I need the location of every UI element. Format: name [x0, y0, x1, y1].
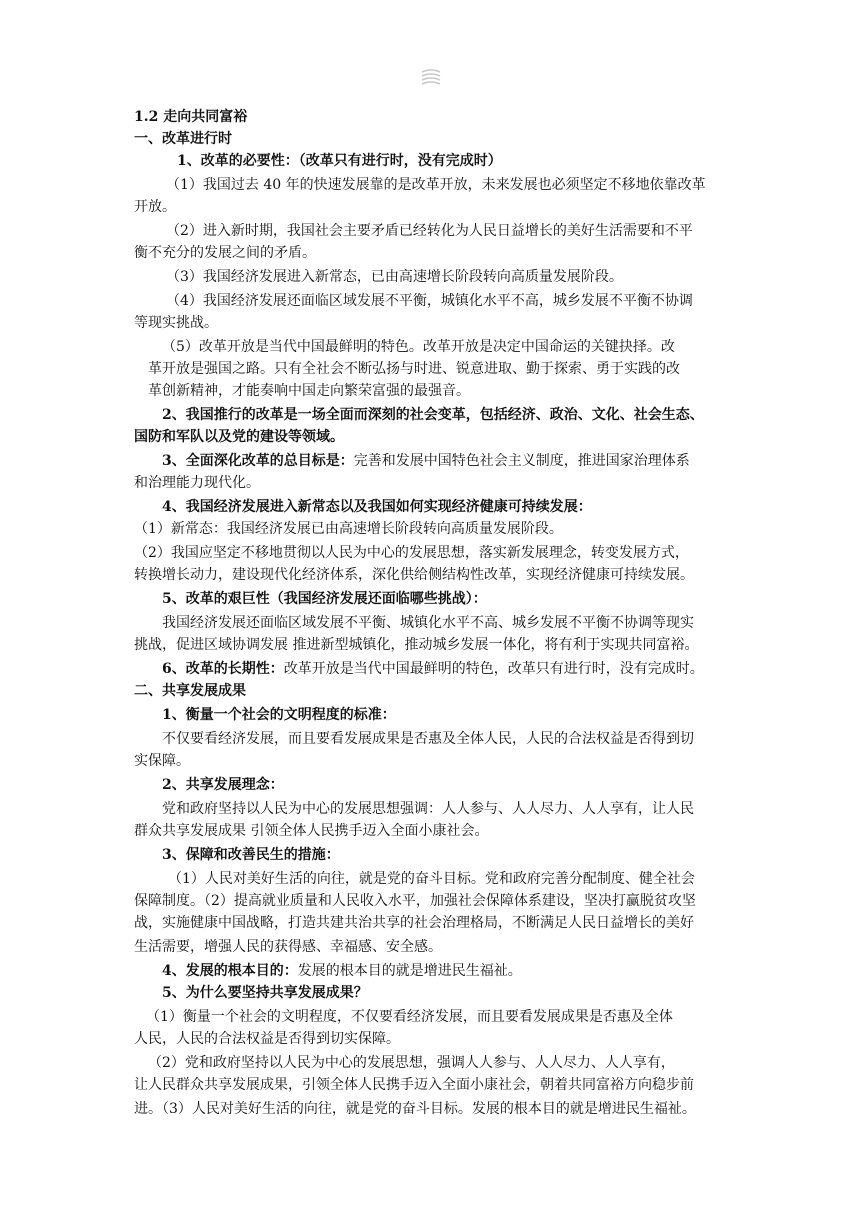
body-line: 不仅要看经济发展，而且要看发展成果是否惠及全体人民，人民的合法权益是否得到切	[162, 731, 694, 747]
body-line: 等现实挑战。	[134, 315, 218, 331]
body-line: 革创新精神，才能奏响中国走向繁荣富强的最强音。	[148, 383, 470, 399]
inline-text: 完善和发展中国特色社会主义制度，推进国家治理体系	[353, 453, 690, 469]
body-line: 保障制度。（2）提高就业质量和人民收入水平，加强社会保障体系建设，坚决打赢脱贫攻坚	[134, 893, 696, 909]
body-line: 和治理能力现代化。	[134, 475, 260, 491]
body-line: 衡不充分的发展之间的矛盾。	[134, 245, 316, 261]
subheading: 2、共享发展理念：	[162, 777, 284, 793]
section-heading: 二、共享发展成果	[134, 683, 246, 699]
body-line: （1）新常态：我国经济发展已由高速增长阶段转向高质量发展阶段。	[134, 521, 563, 537]
body-line: 挑战，促进区域协调发展 推进新型城镇化，推动城乡发展一体化，将有利于实现共同富裕。	[134, 637, 699, 653]
publisher-logo-icon	[419, 66, 443, 90]
subheading: 国防和军队以及党的建设等领域。	[134, 429, 344, 445]
inline-heading: 4、发展的根本目的：	[162, 963, 298, 979]
body-line: 革开放是强国之路。只有全社会不断弘扬与时进、锐意进取、勤于探索、勇于实践的改	[148, 361, 680, 377]
body-line: （2）进入新时期，我国社会主要矛盾已经转化为人民日益增长的美好生活需要和不平	[166, 223, 693, 239]
body-line: 开放。	[134, 199, 176, 215]
inline-text: 发展的根本目的就是增进民生福祉。	[297, 963, 522, 979]
inline-heading: 3、全面深化改革的总目标是：	[162, 453, 354, 469]
body-line: 进。（3）人民对美好生活的向往，就是党的奋斗目标。发展的根本目的就是增进民生福祉。	[134, 1101, 696, 1117]
body-line: 党和政府坚持以人民为中心的发展思想强调：人人参与、人人尽力、人人享有，让人民	[162, 801, 694, 817]
subheading: 5、改革的艰巨性（我国经济发展还面临哪些挑战）：	[162, 591, 487, 607]
subheading: 1、衡量一个社会的文明程度的标准：	[162, 707, 396, 723]
body-line: 让人民群众共享发展成果，引领全体人民携手迈入全面小康社会，朝着共同富裕方向稳步前	[134, 1077, 694, 1093]
inline-text: 改革开放是当代中国最鲜明的特色，改革只有进行时，没有完成时。	[283, 661, 704, 677]
body-line: （1）衡量一个社会的文明程度，不仅要看经济发展，而且要看发展成果是否惠及全体	[146, 1009, 673, 1025]
subheading: 1、改革的必要性：（改革只有进行时，没有完成时）	[177, 153, 502, 169]
section-heading: 一、改革进行时	[134, 131, 232, 147]
subheading: 3、保障和改善民生的措施：	[162, 847, 340, 863]
subheading: 5、为什么要坚持共享发展成果？	[162, 985, 368, 1001]
body-line	[162, 450, 690, 472]
body-line: 转换增长动力，建设现代化经济体系，深化供给侧结构性改革，实现经济健康可持续发展。	[134, 567, 694, 583]
body-line	[162, 960, 522, 982]
body-line: （4）我国经济发展还面临区域发展不平衡，城镇化水平不高，城乡发展不平衡不协调	[166, 293, 693, 309]
body-line: （2）我国应坚定不移地贯彻以人民为中心的发展思想，落实新发展理念，转变发展方式，	[134, 545, 689, 561]
body-line: （1）我国过去 40 年的快速发展靠的是改革开放，未来发展也必须坚定不移地依靠改革	[166, 177, 706, 193]
body-line: （2）党和政府坚持以人民为中心的发展思想，强调人人参与、人人尽力、人人享有，	[148, 1055, 675, 1071]
subheading: 2、我国推行的改革是一场全面而深刻的社会变革，包括经济、政治、文化、社会生态、	[162, 407, 704, 423]
body-line: 生活需要，增强人民的获得感、幸福感、安全感。	[134, 939, 442, 955]
document-title: 1.2 走向共同富裕	[134, 109, 248, 125]
body-line: （1）人民对美好生活的向往，就是党的奋斗目标。党和政府完善分配制度、健全社会	[168, 871, 695, 887]
body-line: 实保障。	[134, 753, 190, 769]
inline-heading: 6、改革的长期性：	[162, 661, 284, 677]
body-line: （5）改革开放是当代中国最鲜明的特色。改革开放是决定中国命运的关键抉择。改	[162, 339, 675, 355]
body-line: 我国经济发展还面临区域发展不平衡、城镇化水平不高、城乡发展不平衡不协调等现实	[162, 615, 694, 631]
body-line: 群众共享发展成果 引领全体人民携手迈入全面小康社会。	[134, 823, 489, 839]
body-line: （3）我国经济发展进入新常态，已由高速增长阶段转向高质量发展阶段。	[166, 269, 623, 285]
body-line: 人民，人民的合法权益是否得到切实保障。	[134, 1031, 400, 1047]
body-line	[162, 658, 704, 680]
body-line: 战，实施健康中国战略，打造共建共治共享的社会治理格局，不断满足人民日益增长的美好	[134, 915, 694, 931]
subheading: 4、我国经济发展进入新常态以及我国如何实现经济健康可持续发展：	[162, 499, 592, 515]
